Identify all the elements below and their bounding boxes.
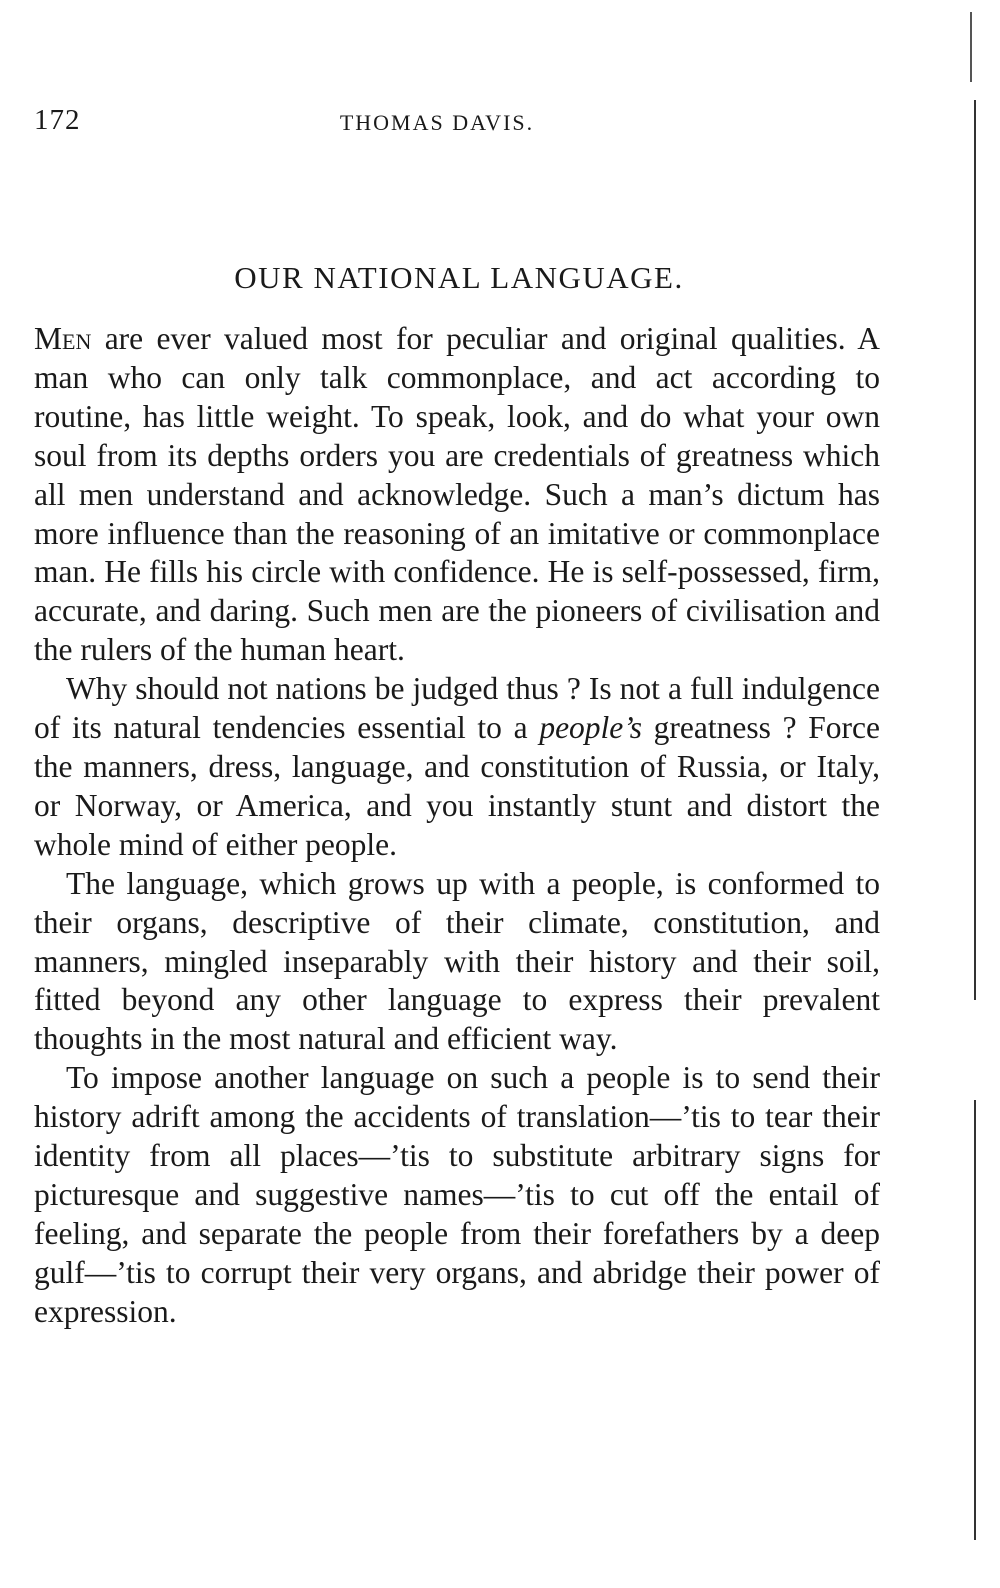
body-text <box>34 320 880 1332</box>
paragraph-lead-word: Men <box>34 321 92 356</box>
paragraph-4: To impose another language on such a people is to send their history adrift among the accidents of translation—’tis to tear their identity from all places—’tis to substitute arbitrary signs for picturesque and suggestive names—’tis to cut off the entail of feeling, and separate the people from their forefathers by a deep gulf—’tis to corrupt their very organs, and abridge their power of expression. <box>34 1060 880 1329</box>
page-edge-line-lower <box>974 1100 976 1540</box>
paragraph-2-emphasis: people’s <box>539 710 642 746</box>
paragraph-1 <box>34 320 880 670</box>
page-edge-line-upper <box>974 100 976 1000</box>
running-head <box>34 104 880 144</box>
paragraph-1-text: are ever valued most for peculiar and original qualities. A man who can only talk commonplace, and act according to routine, has little weight. To speak, look, and do what your own soul from its depths orders you are credentials of greatness which all men understand and acknowledge. Such a man’s dictum has more influence than the reasoning of an imitative or commonplace man. He fills his circle with confidence. He is self-possessed, firm, accurate, and daring. Such men are the pioneers of civilisation and the rulers of the human heart. <box>34 321 880 668</box>
page-number: 172 <box>34 104 81 136</box>
paragraph-2-text-after: greatness ? Force the manners, dress, language, and constitution of Russia, or Italy, or Norway, or America, and you instantly stunt and distort the whole mind of either people. <box>34 710 881 862</box>
page-edge-mark <box>970 12 982 82</box>
paragraph-2-text-before: Why should not nations be judged thus ? Is not a full indulgence of its natural tendencies essential to a <box>34 671 880 746</box>
paragraph-3: The language, which grows up with a people, is conformed to their organs, descriptive of their climate, constitution, and manners, mingled inseparably with their history and their soil, fitted beyond any other language to express their prevalent thoughts in the most natural and efficient way. <box>34 865 880 1057</box>
paragraph-2 <box>34 670 880 865</box>
running-title: THOMAS DAVIS. <box>339 110 535 135</box>
chapter-title: OUR NATIONAL LANGUAGE. <box>234 260 684 295</box>
